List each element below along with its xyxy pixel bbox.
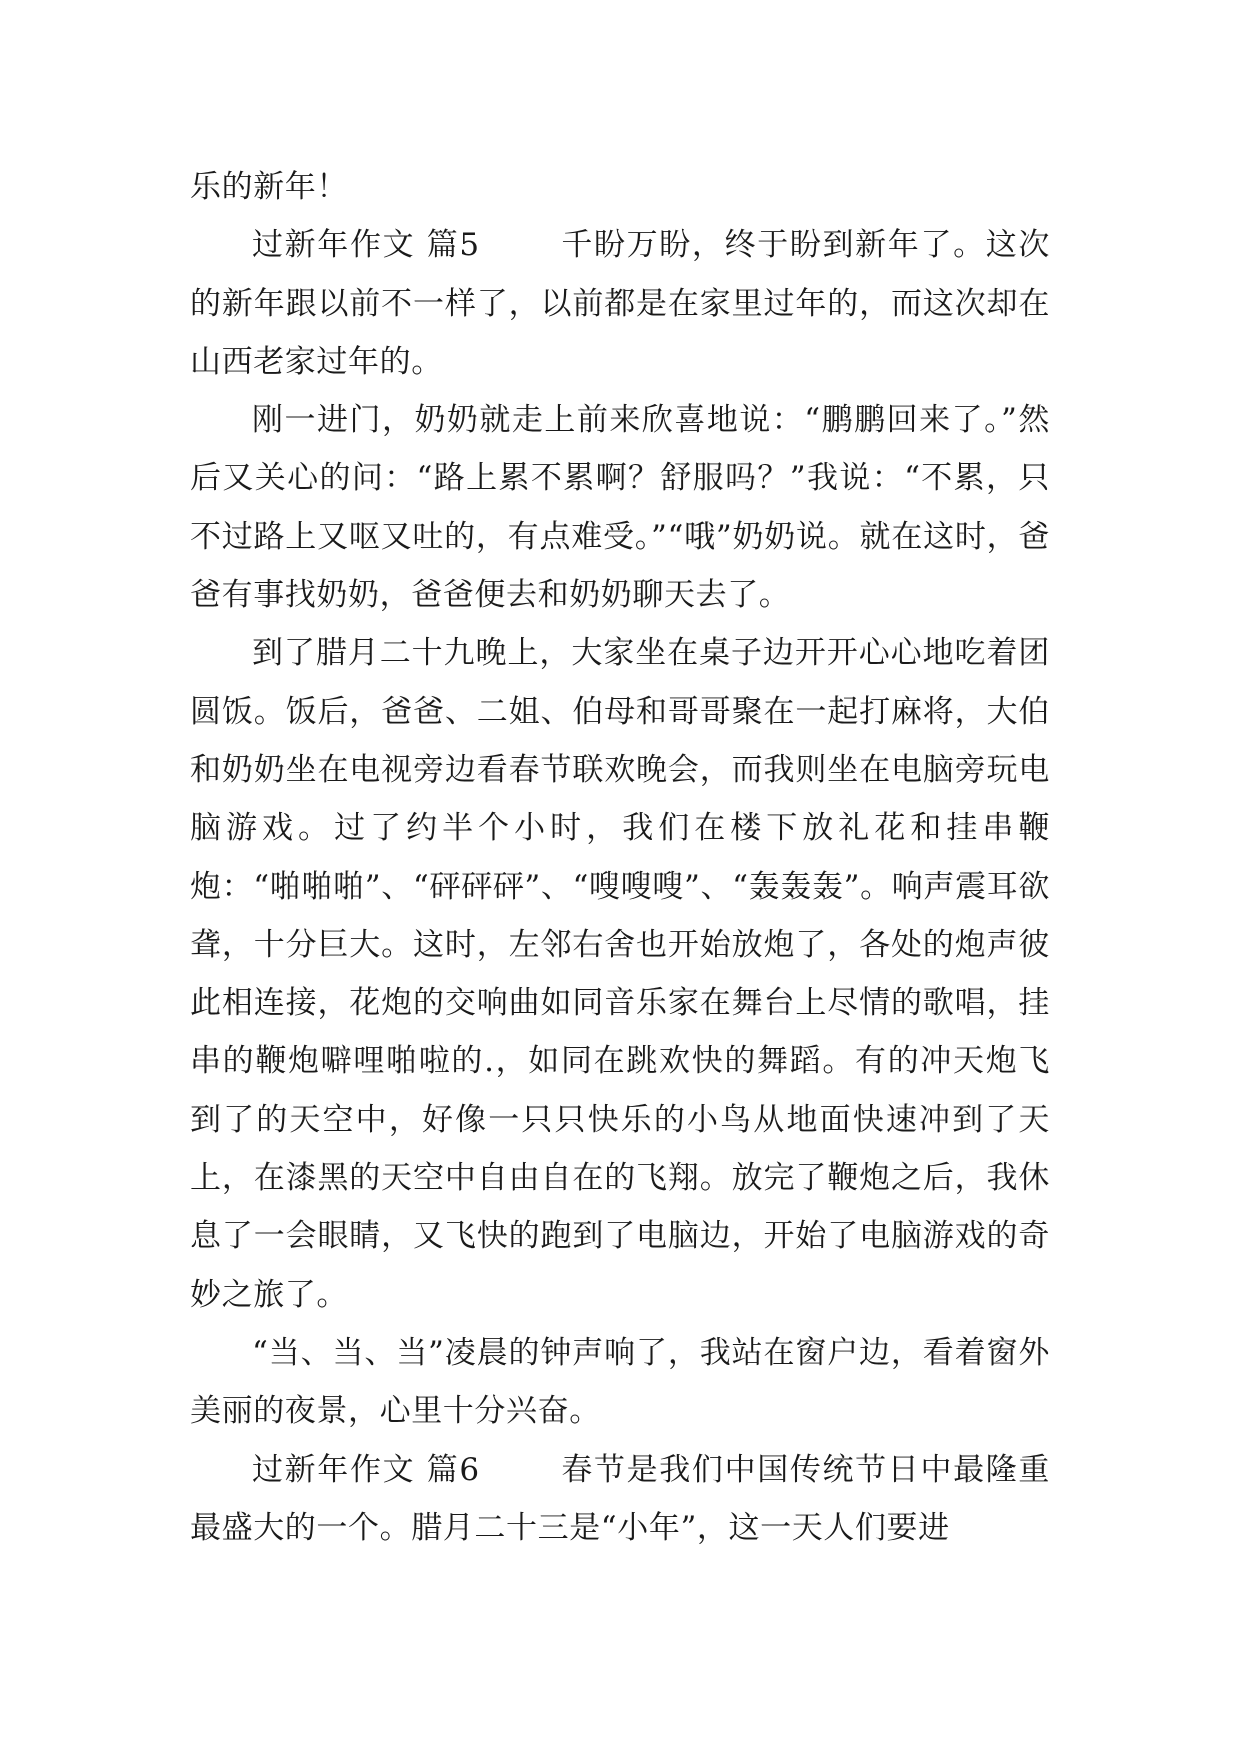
paragraph xyxy=(190,216,1050,391)
paragraph-text: “当、当、当”凌晨的钟声响了，我站在窗户边，看着窗外美丽的夜景，心里十分兴奋。 xyxy=(190,1334,1050,1430)
paragraph-text: 刚一进门，奶奶就走上前来欣喜地说：“鹏鹏回来了。”然后又关心的问：“路上累不累啊？舒服吗？”我说：“不累，只不过路上又呕又吐的，有点难受。”“哦”奶奶说。就在这时，爸爸有事找奶奶，爸爸便去和奶奶聊天去了。 xyxy=(190,402,1050,614)
paragraph xyxy=(190,391,1050,624)
paragraph-text: 到了腊月二十九晚上，大家坐在桌子边开开心心地吃着团圆饭。饭后，爸爸、二姐、伯母和哥哥聚在一起打麻将，大伯和奶奶坐在电视旁边看春节联欢晚会，而我则坐在电脑旁玩电脑游戏。过了约半个小时，我们在楼下放礼花和挂串鞭炮：“啪啪啪”、“砰砰砰”、“嗖嗖嗖”、“轰轰轰”。响声震耳欲聋，十分巨大。这时，左邻右舍也开始放炮了，各处的炮声彼此相连接，花炮的交响曲如同音乐家在舞台上尽情的歌唱，挂串的鞭炮噼哩啪啦的.，如同在跳欢快的舞蹈。有的冲天炮飞到了的天空中，好像一只只快乐的小鸟从地面快速冲到了天上，在漆黑的天空中自由自在的飞翔。放完了鞭炮之后，我休息了一会眼睛，又飞快的跑到了电脑边，开始了电脑游戏的奇妙之旅了。 xyxy=(190,635,1050,1313)
paragraph-text: 乐的新年！ xyxy=(190,169,348,205)
paragraph xyxy=(190,624,1050,1324)
section-heading: 过新年作文 篇5 xyxy=(252,227,480,264)
paragraph xyxy=(190,158,1050,216)
paragraph-text: 千盼万盼，终于盼到新年了。这次的新年跟以前不一样了，以前都是在家里过年的，而这次却在山西老家过年的。 xyxy=(190,227,1050,380)
paragraph xyxy=(190,1324,1050,1441)
section-heading: 过新年作文 篇6 xyxy=(252,1451,480,1488)
article-body xyxy=(190,158,1050,1557)
paragraph-text: 春节是我们中国传统节日中最隆重最盛大的一个。腊月二十三是“小年”，这一天人们要进 xyxy=(190,1451,1050,1546)
paragraph xyxy=(190,1441,1050,1558)
